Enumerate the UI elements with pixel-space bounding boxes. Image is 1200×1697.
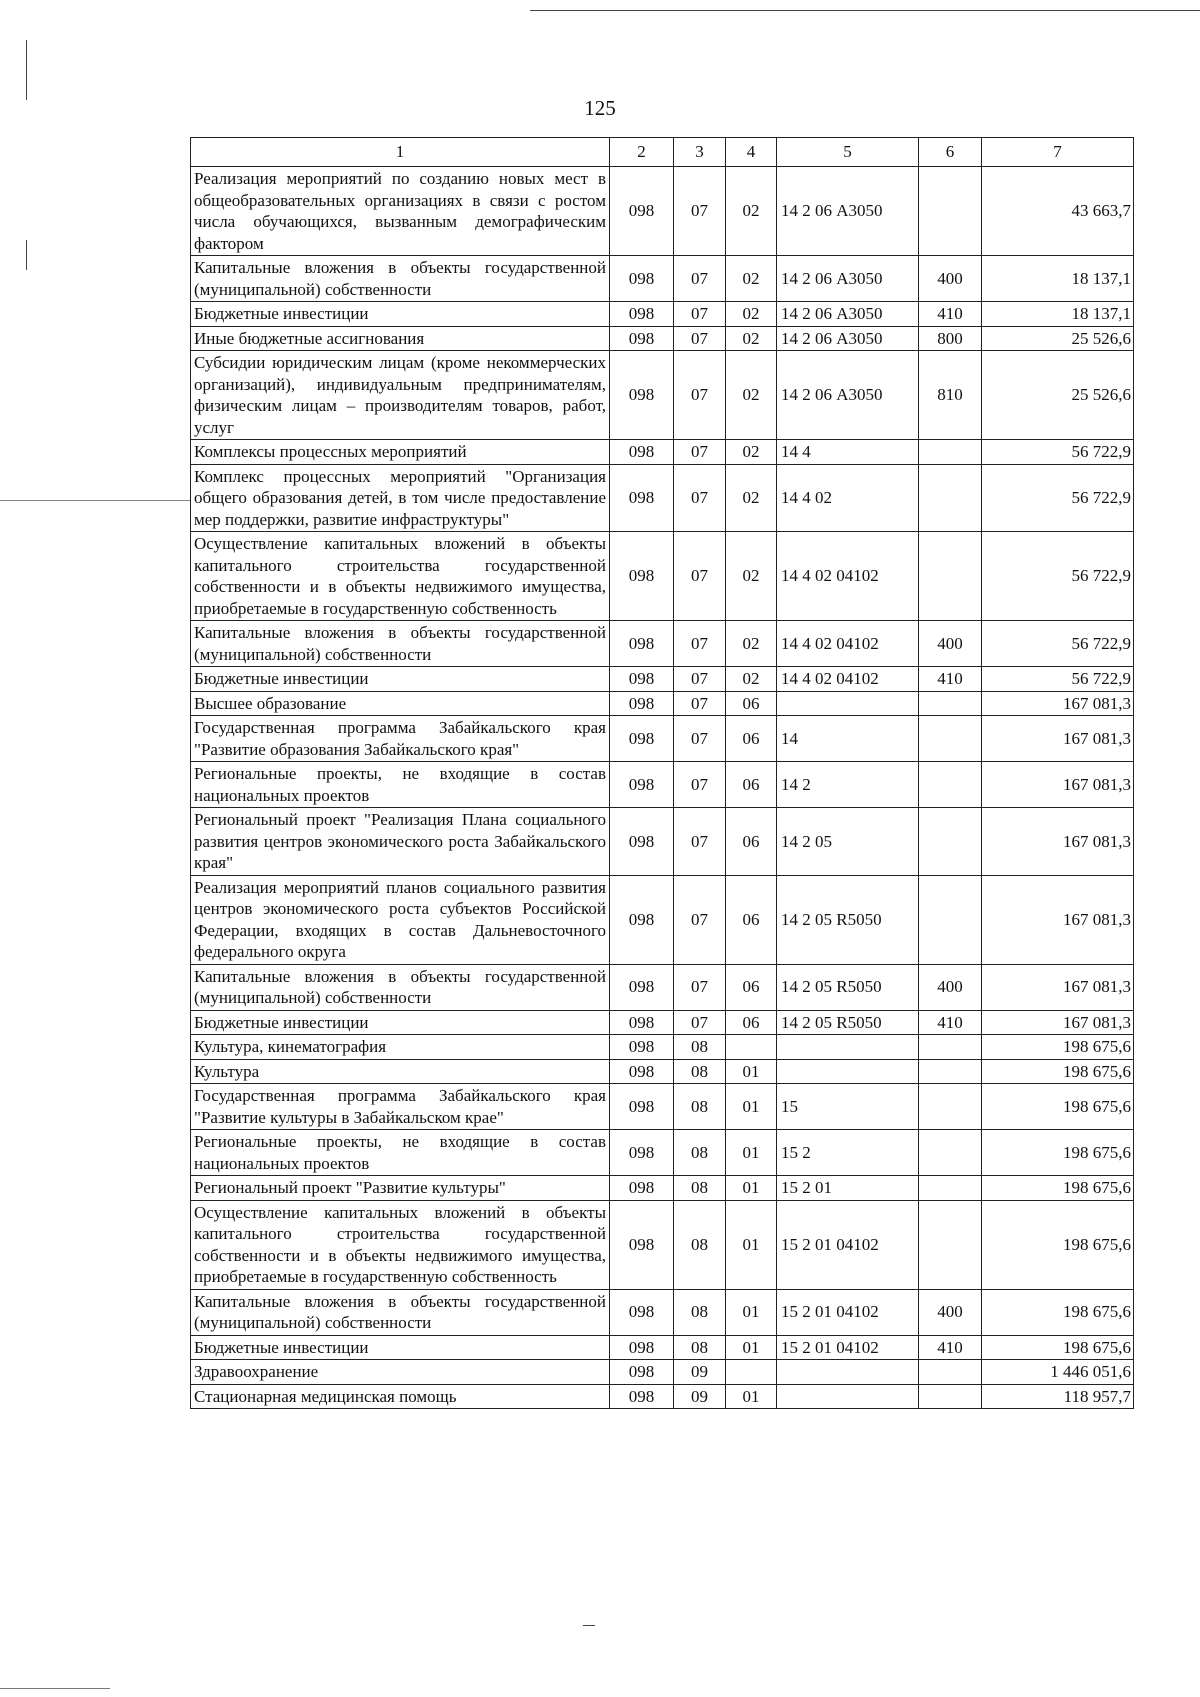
cell-name: Осуществление капитальных вложений в объекты капитального строительства государственной собственности и в объекты недвижимого имущества, приобретаемые в государственную собственность: [191, 1200, 610, 1289]
cell-expense-type-code: 410: [919, 1335, 982, 1360]
cell-target-item-code: [777, 1035, 919, 1060]
cell-section-code: 07: [674, 762, 726, 808]
header-cell-col3: 3: [674, 138, 726, 167]
cell-name: Капитальные вложения в объекты государственной (муниципальной) собственности: [191, 964, 610, 1010]
cell-expense-type-code: [919, 1084, 982, 1130]
cell-ministry-code: 098: [610, 326, 674, 351]
cell-ministry-code: 098: [610, 808, 674, 876]
cell-name: Региональные проекты, не входящие в состав национальных проектов: [191, 762, 610, 808]
cell-amount: 18 137,1: [982, 302, 1134, 327]
cell-amount: 167 081,3: [982, 691, 1134, 716]
cell-subsection-code: 02: [726, 256, 777, 302]
cell-name: Бюджетные инвестиции: [191, 302, 610, 327]
cell-ministry-code: 098: [610, 964, 674, 1010]
cell-amount: 198 675,6: [982, 1200, 1134, 1289]
scan-bottom-line: [0, 1688, 110, 1689]
cell-expense-type-code: [919, 691, 982, 716]
table-row: [191, 256, 1134, 302]
cell-target-item-code: 14 2 06 А3050: [777, 256, 919, 302]
cell-expense-type-code: 400: [919, 964, 982, 1010]
cell-expense-type-code: [919, 532, 982, 621]
cell-amount: 198 675,6: [982, 1035, 1134, 1060]
cell-expense-type-code: [919, 1360, 982, 1385]
cell-name: Региональный проект "Реализация Плана социального развития центров экономического роста Забайкальского края": [191, 808, 610, 876]
cell-name: Капитальные вложения в объекты государственной (муниципальной) собственности: [191, 1289, 610, 1335]
cell-amount: 198 675,6: [982, 1059, 1134, 1084]
cell-name: Государственная программа Забайкальского края "Развитие культуры в Забайкальском крае": [191, 1084, 610, 1130]
cell-subsection-code: 02: [726, 440, 777, 465]
cell-subsection-code: 02: [726, 621, 777, 667]
budget-table-body: [191, 138, 1134, 1409]
cell-name: Бюджетные инвестиции: [191, 1335, 610, 1360]
cell-expense-type-code: 400: [919, 256, 982, 302]
cell-section-code: 08: [674, 1084, 726, 1130]
cell-name: Культура, кинематография: [191, 1035, 610, 1060]
cell-target-item-code: 14 2 05 R5050: [777, 875, 919, 964]
cell-ministry-code: 098: [610, 302, 674, 327]
cell-section-code: 08: [674, 1335, 726, 1360]
table-row: [191, 1176, 1134, 1201]
cell-name: Осуществление капитальных вложений в объекты капитального строительства государственной собственности и в объекты недвижимого имущества, приобретаемые в государственную собственность: [191, 532, 610, 621]
cell-subsection-code: 06: [726, 808, 777, 876]
cell-section-code: 09: [674, 1384, 726, 1409]
cell-name: Субсидии юридическим лицам (кроме некоммерческих организаций), индивидуальным предпринимателям, физическим лицам – производителям товаров, работ, услуг: [191, 351, 610, 440]
table-row: [191, 532, 1134, 621]
cell-target-item-code: 14 2 06 А3050: [777, 302, 919, 327]
cell-section-code: 07: [674, 716, 726, 762]
cell-section-code: 09: [674, 1360, 726, 1385]
cell-target-item-code: 14 2: [777, 762, 919, 808]
header-cell-col7: 7: [982, 138, 1134, 167]
cell-expense-type-code: [919, 1130, 982, 1176]
cell-amount: 56 722,9: [982, 532, 1134, 621]
cell-target-item-code: 14: [777, 716, 919, 762]
cell-name: Стационарная медицинская помощь: [191, 1384, 610, 1409]
cell-ministry-code: 098: [610, 1059, 674, 1084]
cell-target-item-code: 14 4 02: [777, 464, 919, 532]
cell-section-code: 08: [674, 1200, 726, 1289]
cell-section-code: 08: [674, 1035, 726, 1060]
cell-expense-type-code: 810: [919, 351, 982, 440]
cell-ministry-code: 098: [610, 1289, 674, 1335]
scan-edge-line-left-2: [26, 240, 27, 270]
cell-amount: 198 675,6: [982, 1335, 1134, 1360]
cell-expense-type-code: [919, 167, 982, 256]
scan-edge-line-left: [26, 40, 27, 100]
cell-ministry-code: 098: [610, 1384, 674, 1409]
cell-subsection-code: 06: [726, 964, 777, 1010]
table-row: [191, 875, 1134, 964]
cell-section-code: 07: [674, 667, 726, 692]
cell-target-item-code: [777, 1059, 919, 1084]
table-row: [191, 351, 1134, 440]
cell-ministry-code: 098: [610, 1176, 674, 1201]
cell-ministry-code: 098: [610, 1035, 674, 1060]
table-row: [191, 1010, 1134, 1035]
cell-amount: 167 081,3: [982, 964, 1134, 1010]
cell-name: Капитальные вложения в объекты государственной (муниципальной) собственности: [191, 621, 610, 667]
cell-subsection-code: 02: [726, 167, 777, 256]
header-cell-col5: 5: [777, 138, 919, 167]
cell-ministry-code: 098: [610, 1130, 674, 1176]
cell-subsection-code: 06: [726, 691, 777, 716]
cell-section-code: 07: [674, 440, 726, 465]
cell-ministry-code: 098: [610, 440, 674, 465]
table-row: [191, 1384, 1134, 1409]
cell-target-item-code: [777, 1384, 919, 1409]
table-row: [191, 1200, 1134, 1289]
table-row: [191, 302, 1134, 327]
cell-amount: 167 081,3: [982, 808, 1134, 876]
cell-ministry-code: 098: [610, 1360, 674, 1385]
cell-subsection-code: 06: [726, 762, 777, 808]
cell-expense-type-code: [919, 875, 982, 964]
cell-amount: 43 663,7: [982, 167, 1134, 256]
cell-section-code: 07: [674, 808, 726, 876]
cell-amount: 167 081,3: [982, 762, 1134, 808]
cell-ministry-code: 098: [610, 716, 674, 762]
cell-target-item-code: 15 2 01: [777, 1176, 919, 1201]
cell-subsection-code: 06: [726, 1010, 777, 1035]
table-row: [191, 1130, 1134, 1176]
cell-name: Бюджетные инвестиции: [191, 1010, 610, 1035]
cell-section-code: 08: [674, 1176, 726, 1201]
table-row: [191, 667, 1134, 692]
cell-amount: 56 722,9: [982, 621, 1134, 667]
cell-target-item-code: 14 4 02 04102: [777, 532, 919, 621]
cell-target-item-code: 14 4: [777, 440, 919, 465]
cell-expense-type-code: [919, 808, 982, 876]
cell-expense-type-code: 410: [919, 302, 982, 327]
cell-expense-type-code: [919, 1035, 982, 1060]
table-row: [191, 167, 1134, 256]
cell-name: Комплексы процессных мероприятий: [191, 440, 610, 465]
cell-ministry-code: 098: [610, 1335, 674, 1360]
table-row: [191, 1035, 1134, 1060]
cell-name: Бюджетные инвестиции: [191, 667, 610, 692]
table-row: [191, 1059, 1134, 1084]
cell-target-item-code: 14 2 05 R5050: [777, 1010, 919, 1035]
table-row: [191, 464, 1134, 532]
cell-subsection-code: 02: [726, 532, 777, 621]
header-cell-col4: 4: [726, 138, 777, 167]
cell-amount: 167 081,3: [982, 875, 1134, 964]
cell-section-code: 07: [674, 464, 726, 532]
cell-ministry-code: 098: [610, 256, 674, 302]
cell-expense-type-code: 800: [919, 326, 982, 351]
cell-target-item-code: 15 2 01 04102: [777, 1200, 919, 1289]
scan-fold-line: [0, 500, 190, 501]
cell-ministry-code: 098: [610, 762, 674, 808]
cell-expense-type-code: [919, 1384, 982, 1409]
cell-expense-type-code: [919, 464, 982, 532]
cell-subsection-code: 01: [726, 1059, 777, 1084]
cell-subsection-code: 02: [726, 351, 777, 440]
cell-section-code: 07: [674, 1010, 726, 1035]
cell-subsection-code: 01: [726, 1084, 777, 1130]
cell-expense-type-code: [919, 762, 982, 808]
cell-subsection-code: 01: [726, 1335, 777, 1360]
cell-section-code: 07: [674, 351, 726, 440]
cell-subsection-code: 01: [726, 1384, 777, 1409]
cell-ministry-code: 098: [610, 1084, 674, 1130]
cell-ministry-code: 098: [610, 351, 674, 440]
cell-section-code: 08: [674, 1289, 726, 1335]
cell-expense-type-code: [919, 1176, 982, 1201]
cell-name: Региональные проекты, не входящие в состав национальных проектов: [191, 1130, 610, 1176]
cell-section-code: 08: [674, 1059, 726, 1084]
cell-target-item-code: [777, 691, 919, 716]
header-cell-col2: 2: [610, 138, 674, 167]
cell-amount: 167 081,3: [982, 716, 1134, 762]
table-row: [191, 440, 1134, 465]
cell-target-item-code: 14 2 06 А3050: [777, 326, 919, 351]
cell-target-item-code: 15 2 01 04102: [777, 1289, 919, 1335]
cell-amount: 1 446 051,6: [982, 1360, 1134, 1385]
cell-subsection-code: 01: [726, 1130, 777, 1176]
cell-ministry-code: 098: [610, 464, 674, 532]
cell-subsection-code: 02: [726, 464, 777, 532]
cell-section-code: 07: [674, 532, 726, 621]
page-number: 125: [584, 96, 616, 120]
cell-amount: 56 722,9: [982, 440, 1134, 465]
cell-amount: 25 526,6: [982, 351, 1134, 440]
cell-expense-type-code: 400: [919, 1289, 982, 1335]
table-row: [191, 1360, 1134, 1385]
cell-section-code: 07: [674, 691, 726, 716]
cell-section-code: 07: [674, 621, 726, 667]
cell-subsection-code: 02: [726, 326, 777, 351]
table-row: [191, 621, 1134, 667]
cell-name: Иные бюджетные ассигнования: [191, 326, 610, 351]
cell-target-item-code: 14 4 02 04102: [777, 667, 919, 692]
cell-section-code: 07: [674, 256, 726, 302]
cell-name: Здравоохранение: [191, 1360, 610, 1385]
cell-subsection-code: 01: [726, 1200, 777, 1289]
cell-ministry-code: 098: [610, 691, 674, 716]
cell-section-code: 08: [674, 1130, 726, 1176]
cell-target-item-code: 15 2: [777, 1130, 919, 1176]
cell-target-item-code: 15 2 01 04102: [777, 1335, 919, 1360]
cell-amount: 167 081,3: [982, 1010, 1134, 1035]
cell-subsection-code: 01: [726, 1176, 777, 1201]
cell-name: Государственная программа Забайкальского края "Развитие образования Забайкальского края": [191, 716, 610, 762]
cell-name: Региональный проект "Развитие культуры": [191, 1176, 610, 1201]
cell-amount: 56 722,9: [982, 464, 1134, 532]
cell-expense-type-code: 410: [919, 1010, 982, 1035]
cell-subsection-code: [726, 1035, 777, 1060]
cell-ministry-code: 098: [610, 875, 674, 964]
table-row: [191, 1335, 1134, 1360]
cell-target-item-code: 15: [777, 1084, 919, 1130]
cell-section-code: 07: [674, 302, 726, 327]
table-row: [191, 762, 1134, 808]
cell-ministry-code: 098: [610, 667, 674, 692]
budget-table: [190, 137, 1134, 1409]
cell-expense-type-code: 400: [919, 621, 982, 667]
cell-amount: 198 675,6: [982, 1289, 1134, 1335]
cell-name: Комплекс процессных мероприятий "Организация общего образования детей, в том числе предоставление мер поддержки, развитие инфраструктуры": [191, 464, 610, 532]
cell-target-item-code: 14 2 05: [777, 808, 919, 876]
table-row: [191, 964, 1134, 1010]
header-cell-col1: 1: [191, 138, 610, 167]
cell-amount: 18 137,1: [982, 256, 1134, 302]
cell-ministry-code: 098: [610, 621, 674, 667]
table-row: [191, 1084, 1134, 1130]
cell-target-item-code: 14 2 06 А3050: [777, 351, 919, 440]
cell-subsection-code: 02: [726, 667, 777, 692]
cell-target-item-code: 14 2 06 А3050: [777, 167, 919, 256]
cell-ministry-code: 098: [610, 167, 674, 256]
cell-target-item-code: 14 4 02 04102: [777, 621, 919, 667]
cell-expense-type-code: 410: [919, 667, 982, 692]
cell-name: Высшее образование: [191, 691, 610, 716]
cell-amount: 198 675,6: [982, 1130, 1134, 1176]
cell-amount: 198 675,6: [982, 1176, 1134, 1201]
cell-section-code: 07: [674, 167, 726, 256]
table-row: [191, 716, 1134, 762]
cell-name: Капитальные вложения в объекты государственной (муниципальной) собственности: [191, 256, 610, 302]
scan-edge-line-top: [530, 10, 1200, 11]
cell-subsection-code: 06: [726, 716, 777, 762]
cell-target-item-code: [777, 1360, 919, 1385]
table-row: [191, 1289, 1134, 1335]
cell-amount: 56 722,9: [982, 667, 1134, 692]
cell-target-item-code: 14 2 05 R5050: [777, 964, 919, 1010]
cell-section-code: 07: [674, 326, 726, 351]
cell-subsection-code: [726, 1360, 777, 1385]
table-row: [191, 691, 1134, 716]
table-row: [191, 808, 1134, 876]
cell-expense-type-code: [919, 716, 982, 762]
cell-section-code: 07: [674, 964, 726, 1010]
cell-name: Реализация мероприятий планов социального развития центров экономического роста субъектов Российской Федерации, входящих в состав Дальневосточного федерального округа: [191, 875, 610, 964]
scan-dash-bottom: [583, 1625, 595, 1626]
cell-name: Реализация мероприятий по созданию новых мест в общеобразовательных организациях в связи с ростом числа обучающихся, вызванным демографическим фактором: [191, 167, 610, 256]
cell-section-code: 07: [674, 875, 726, 964]
cell-name: Культура: [191, 1059, 610, 1084]
cell-subsection-code: 01: [726, 1289, 777, 1335]
cell-ministry-code: 098: [610, 1010, 674, 1035]
cell-expense-type-code: [919, 1200, 982, 1289]
cell-expense-type-code: [919, 1059, 982, 1084]
table-row: [191, 326, 1134, 351]
header-cell-col6: 6: [919, 138, 982, 167]
cell-amount: 198 675,6: [982, 1084, 1134, 1130]
cell-expense-type-code: [919, 440, 982, 465]
cell-ministry-code: 098: [610, 1200, 674, 1289]
table-header-row: [191, 138, 1134, 167]
cell-ministry-code: 098: [610, 532, 674, 621]
cell-amount: 25 526,6: [982, 326, 1134, 351]
cell-subsection-code: 02: [726, 302, 777, 327]
cell-subsection-code: 06: [726, 875, 777, 964]
cell-amount: 118 957,7: [982, 1384, 1134, 1409]
